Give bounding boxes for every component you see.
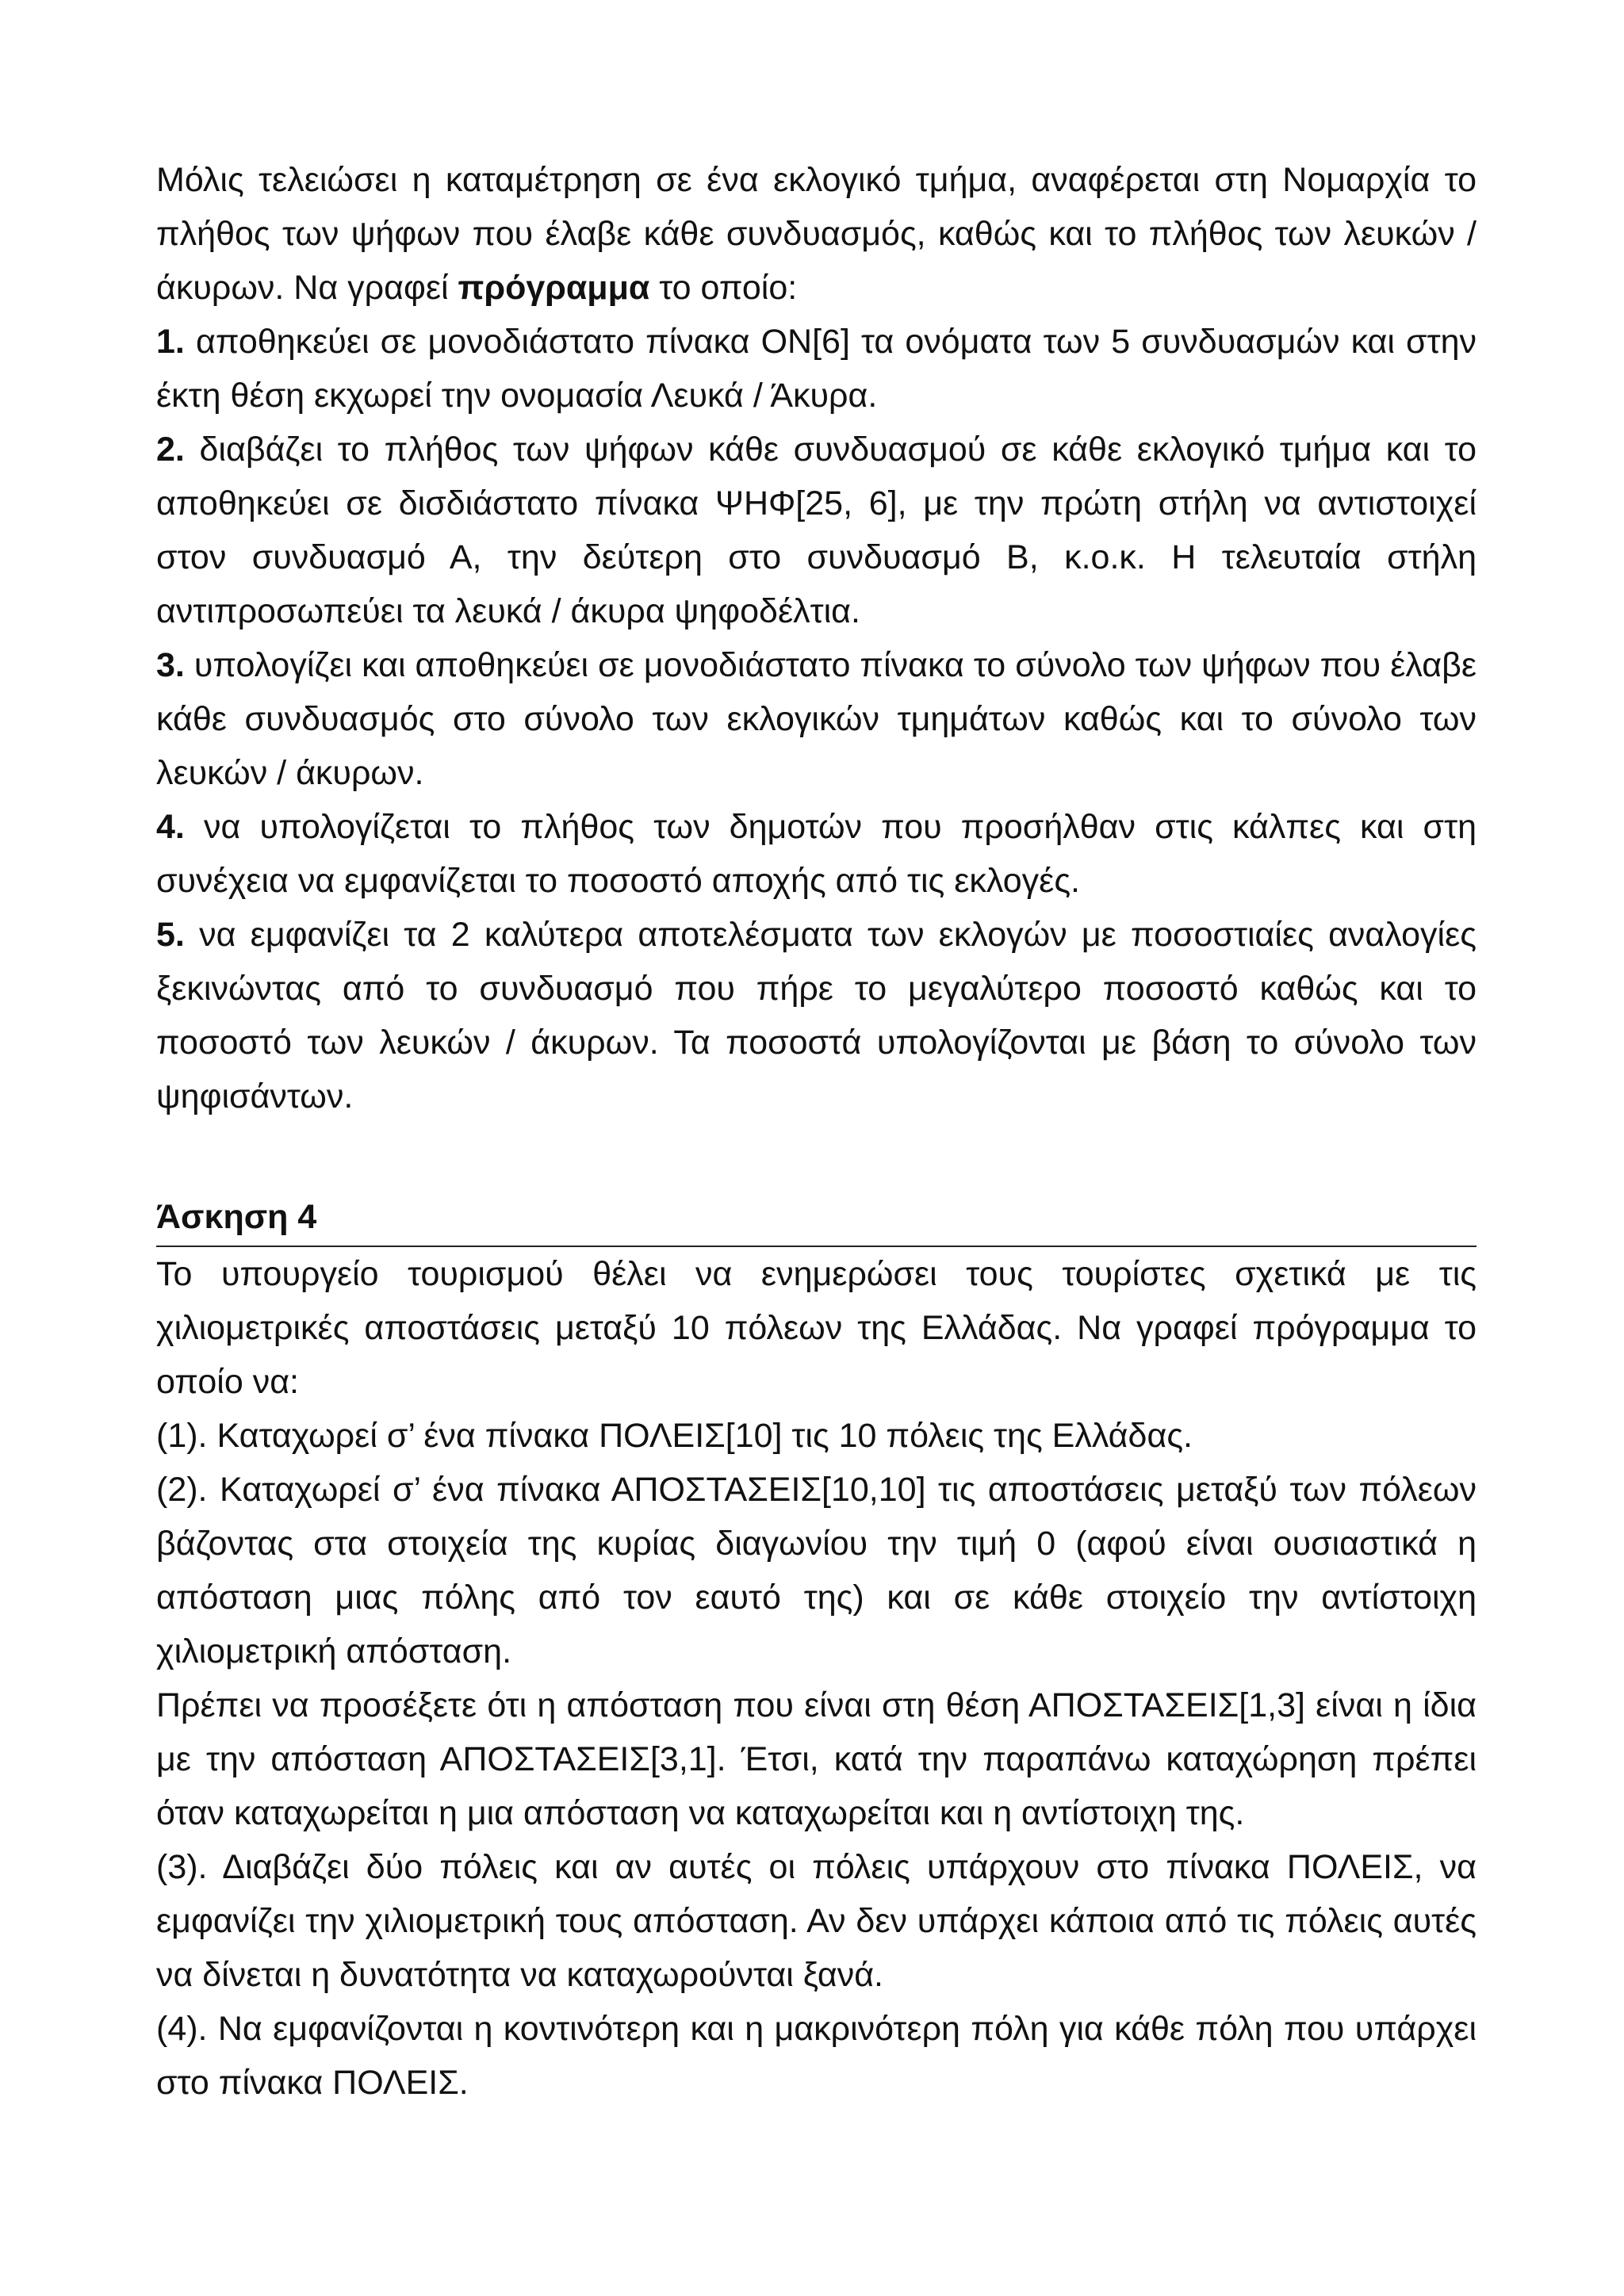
intro-lead: Μόλις τελειώσει η καταμέτρηση σε ένα εκλογικό τμήμα, αναφέρεται στη Νομαρχία το πλήθος των ψήφων που έλαβε κάθε συνδυασμός, καθώς και το πλήθος των λευκών / άκυρων. Να γραφεί	[156, 161, 1477, 307]
exercise-4-note: Πρέπει να προσέξετε ότι η απόσταση που είναι στη θέση ΑΠΟΣΤΑΣΕΙΣ[1,3] είναι η ίδια με την απόσταση ΑΠΟΣΤΑΣΕΙΣ[3,1]. Έτσι, κατά την παραπάνω καταχώρηση πρέπει όταν καταχωρείται η μια απόσταση να καταχωρείται και η αντίστοιχη της.	[156, 1686, 1477, 1832]
task-number: 5.	[156, 916, 185, 954]
task-text: διαβάζει το πλήθος των ψήφων κάθε συνδυασμού σε κάθε εκλογικό τμήμα και το αποθηκεύει σε δισδιάστατο πίνακα ΨΗΦ[25, 6], με την πρώτη στήλη να αντιστοιχεί στον συνδυασμό Α, την δεύτερη στο συνδυασμό Β, κ.ο.κ. Η τελευταία στήλη αντιπροσωπεύει τα λευκά / άκυρα ψηφοδέλτια.	[156, 430, 1477, 630]
exercise-4-item-3: (3). Διαβάζει δύο πόλεις και αν αυτές οι πόλεις υπάρχουν στο πίνακα ΠΟΛΕΙΣ, να εμφανίζει την χιλιομετρική τους απόσταση. Αν δεν υπάρχει κάποια από τις πόλεις αυτές να δίνεται η δυνατότητα να καταχωρούνται ξανά.	[156, 1848, 1477, 1994]
task-4	[156, 800, 1477, 908]
task-text: να εμφανίζει τα 2 καλύτερα αποτελέσματα των εκλογών με ποσοστιαίες αναλογίες ξεκινώντας από το συνδυασμό που πήρε το μεγαλύτερο ποσοστό καθώς και το ποσοστό των λευκών / άκυρων. Τα ποσοστά υπολογίζονται με βάση το σύνολο των ψηφισάντων.	[156, 916, 1477, 1115]
task-1	[156, 315, 1477, 423]
task-3	[156, 638, 1477, 800]
intro-bold-term: πρόγραμμα	[458, 269, 650, 307]
exercise-4-item-2: (2). Καταχωρεί σ’ ένα πίνακα ΑΠΟΣΤΑΣΕΙΣ[10,10] τις αποστάσεις μεταξύ των πόλεων βάζοντας στα στοιχεία της κυρίας διαγωνίου την τιμή 0 (αφού είναι ουσιαστικά η απόσταση μιας πόλης από τον εαυτό της) και σε κάθε στοιχείο την αντίστοιχη χιλιομετρική απόσταση.	[156, 1471, 1477, 1670]
task-number: 4.	[156, 808, 185, 846]
intro-paragraph	[156, 153, 1477, 315]
document-page	[156, 153, 1477, 2110]
exercise-4-heading: Άσκηση 4	[156, 1192, 1477, 1247]
task-2	[156, 423, 1477, 638]
task-number: 1.	[156, 323, 185, 361]
task-text: αποθηκεύει σε μονοδιάστατο πίνακα ΟΝ[6] τα ονόματα των 5 συνδυασμών και στην έκτη θέση εκχωρεί την ονομασία Λευκά / Άκυρα.	[156, 323, 1477, 415]
task-text: να υπολογίζεται το πλήθος των δημοτών που προσήλθαν στις κάλπες και στη συνέχεια να εμφανίζεται το ποσοστό αποχής από τις εκλογές.	[156, 808, 1477, 900]
exercise-4-item-1: (1). Καταχωρεί σ’ ένα πίνακα ΠΟΛΕΙΣ[10] τις 10 πόλεις της Ελλάδας.	[156, 1417, 1193, 1455]
task-number: 3.	[156, 646, 185, 684]
exercise-4-intro: Το υπουργείο τουρισμού θέλει να ενημερώσει τους τουρίστες σχετικά με τις χιλιομετρικές αποστάσεις μεταξύ 10 πόλεων της Ελλάδας. Να γραφεί πρόγραμμα το οποίο να:	[156, 1255, 1477, 1401]
task-text: υπολογίζει και αποθηκεύει σε μονοδιάστατο πίνακα το σύνολο των ψήφων που έλαβε κάθε συνδυασμός στο σύνολο των εκλογικών τμημάτων καθώς και το σύνολο των λευκών / άκυρων.	[156, 646, 1477, 792]
exercise-4-item-4: (4). Να εμφανίζονται η κοντινότερη και η μακρινότερη πόλη για κάθε πόλη που υπάρχει στο πίνακα ΠΟΛΕΙΣ.	[156, 2010, 1477, 2102]
task-number: 2.	[156, 430, 185, 469]
intro-tail: το οποίο:	[649, 269, 798, 307]
task-5	[156, 908, 1477, 1123]
section-spacer	[156, 1123, 1477, 1192]
